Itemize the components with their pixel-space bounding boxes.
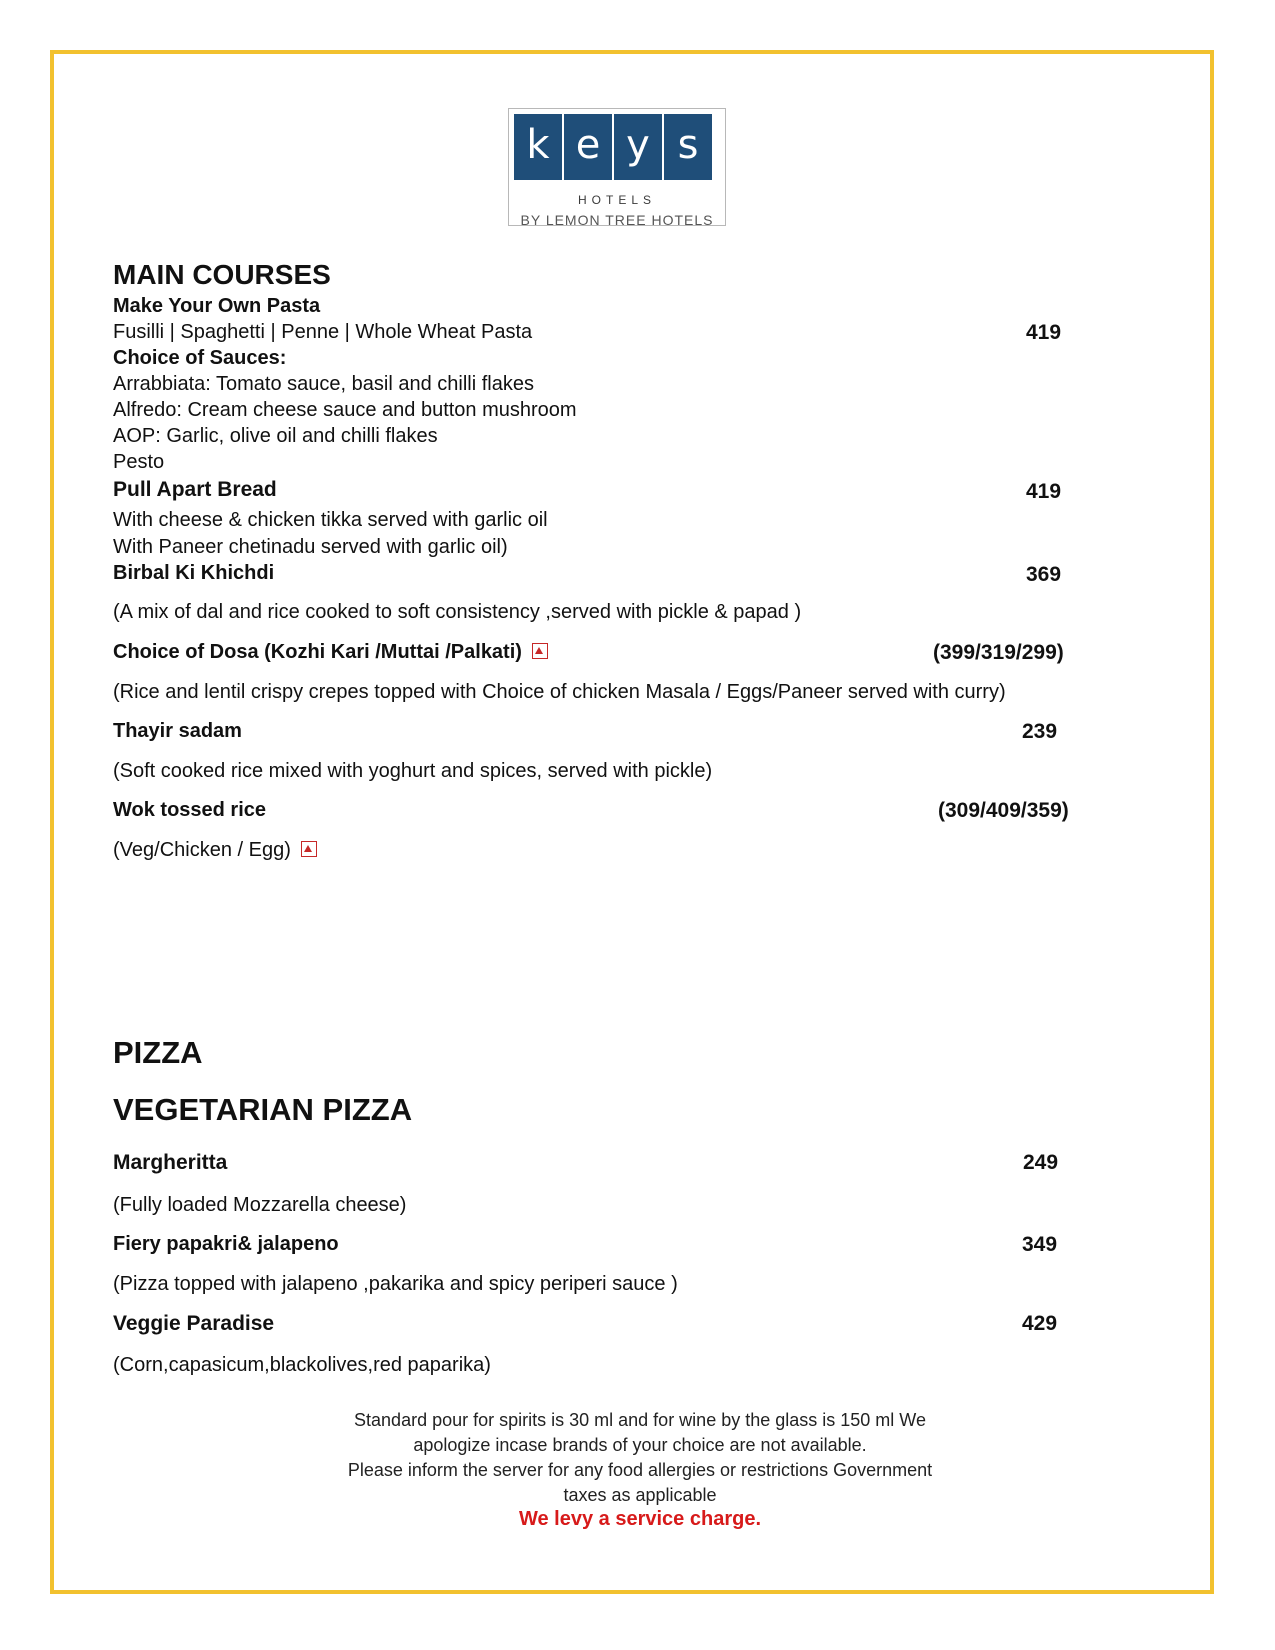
nonveg-mark-icon — [301, 841, 317, 857]
sauces-heading: Choice of Sauces: — [113, 347, 287, 369]
logo-tile-e: e — [564, 114, 612, 180]
khichdi-desc: (A mix of dal and rice cooked to soft consistency ,served with pickle & papad ) — [113, 601, 802, 623]
pasta-name: Make Your Own Pasta — [113, 295, 321, 317]
sauce-alfredo: Alfredo: Cream cheese sauce and button mushroom — [113, 399, 577, 421]
logo-by-text: BY LEMON TREE HOTELS — [520, 212, 714, 228]
footer-line-1: Standard pour for spirits is 30 ml and for wine by the glass is 150 ml We — [354, 1410, 926, 1430]
wok-price: (309/409/359) — [938, 799, 1069, 822]
margheritta-desc: (Fully loaded Mozzarella cheese) — [113, 1194, 407, 1216]
sauce-aop: AOP: Garlic, olive oil and chilli flakes — [113, 425, 438, 447]
dosa-item — [113, 641, 548, 664]
khichdi-name: Birbal Ki Khichdi — [113, 562, 275, 584]
margheritta-price: 249 — [1023, 1151, 1059, 1174]
pizza-heading: PIZZA — [113, 1035, 203, 1070]
sauce-pesto: Pesto — [113, 451, 165, 473]
fiery-name: Fiery papakri& jalapeno — [113, 1233, 339, 1255]
bread-line-2: With Paneer chetinadu served with garlic oil) — [113, 536, 508, 558]
dosa-desc: (Rice and lentil crispy crepes topped with Choice of chicken Masala / Eggs/Paneer served with curry) — [113, 681, 1006, 703]
fiery-price: 349 — [1022, 1233, 1058, 1256]
vegetarian-pizza-heading: VEGETARIAN PIZZA — [113, 1092, 413, 1127]
wok-name: Wok tossed rice — [113, 799, 267, 821]
thayir-desc: (Soft cooked rice mixed with yoghurt and spices, served with pickle) — [113, 760, 713, 782]
bread-name: Pull Apart Bread — [113, 478, 277, 501]
margheritta-name: Margheritta — [113, 1151, 228, 1174]
wok-item — [113, 839, 317, 862]
bread-line-1: With cheese & chicken tikka served with garlic oil — [113, 509, 548, 531]
veggie-desc: (Corn,capasicum,blackolives,red paparika) — [113, 1354, 491, 1376]
keys-hotels-logo — [508, 108, 726, 226]
nonveg-mark-icon — [532, 643, 548, 659]
dosa-name: Choice of Dosa (Kozhi Kari /Muttai /Palkati) — [113, 641, 522, 663]
footer-notice — [330, 1408, 950, 1508]
footer-line-4: taxes as applicable — [563, 1485, 717, 1505]
veggie-name: Veggie Paradise — [113, 1312, 275, 1335]
thayir-name: Thayir sadam — [113, 720, 242, 742]
thayir-price: 239 — [1022, 720, 1058, 743]
khichdi-price: 369 — [1026, 563, 1062, 586]
footer-line-2: apologize incase brands of your choice are not available. — [413, 1435, 867, 1455]
logo-hotels-text: HOTELS — [577, 193, 656, 207]
logo-tile-y: y — [614, 114, 662, 180]
bread-price: 419 — [1026, 480, 1062, 503]
logo-tile-k: k — [514, 114, 562, 180]
main-courses-heading: MAIN COURSES — [113, 259, 331, 290]
dosa-price: (399/319/299) — [933, 641, 1064, 664]
veggie-price: 429 — [1022, 1312, 1058, 1335]
service-charge-note: We levy a service charge. — [518, 1508, 761, 1530]
logo-tile-s: s — [664, 114, 712, 180]
pasta-options: Fusilli | Spaghetti | Penne | Whole Wheat Pasta — [113, 321, 533, 343]
pasta-price: 419 — [1026, 321, 1062, 344]
fiery-desc: (Pizza topped with jalapeno ,pakarika and spicy periperi sauce ) — [113, 1273, 678, 1295]
logo-tiles — [514, 114, 712, 180]
footer-line-3: Please inform the server for any food allergies or restrictions Government — [347, 1460, 933, 1480]
sauce-arrabbiata: Arrabbiata: Tomato sauce, basil and chilli flakes — [113, 373, 534, 395]
wok-desc: (Veg/Chicken / Egg) — [113, 839, 291, 861]
